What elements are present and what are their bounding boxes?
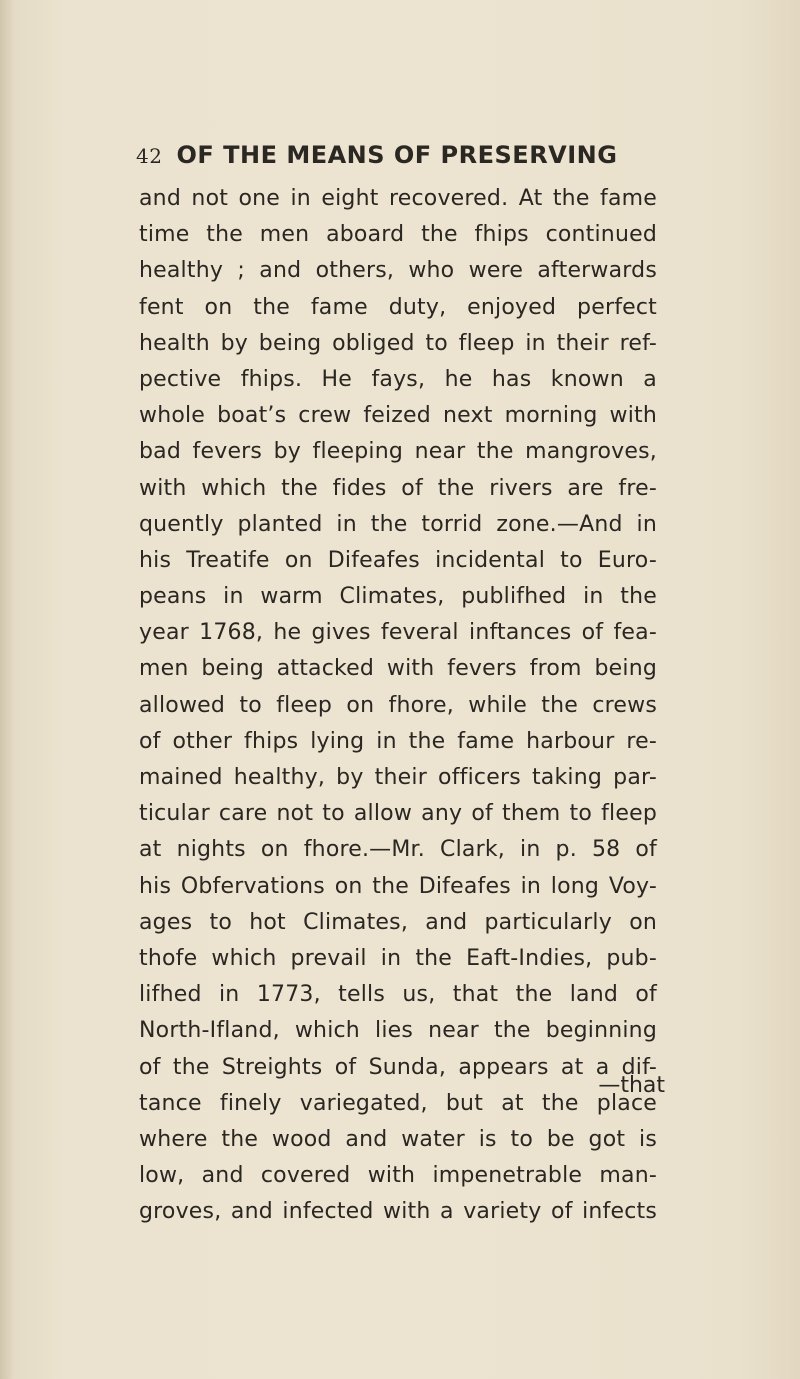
text-line: year 1768, he gives feveral inftances of fea- — [139, 620, 657, 646]
text-line: fent on the fame duty, enjoyed perfect — [139, 294, 657, 320]
text-line: of other fhips lying in the fame harbour re- — [139, 728, 657, 754]
text-line: at nights on fhore.—Mr. Clark, in p. 58 of — [139, 837, 657, 863]
text-line: time the men aboard the fhips continued — [139, 222, 657, 248]
text-line: bad fevers by fleeping near the mangroves, — [139, 439, 657, 465]
text-line: low, and covered with impenetrable man- — [139, 1163, 657, 1189]
text-line: his Obfervations on the Difeafes in long Voy- — [139, 873, 657, 899]
text-line: health by being obliged to fleep in their ref- — [139, 330, 657, 356]
text-line: healthy ; and others, who were afterwards — [139, 258, 657, 284]
page-gutter-shadow — [0, 0, 14, 1379]
text-line: mained healthy, by their officers taking par- — [139, 765, 657, 790]
text-line: North-Ifland, which lies near the beginning — [139, 1018, 657, 1044]
text-line: groves, and infected with a variety of infects — [139, 1199, 657, 1225]
text-line: of the Streights of Sunda, appears at a dif- — [139, 1054, 657, 1080]
text-line: peans in warm Climates, publifhed in the — [139, 584, 657, 610]
page-number: 42 — [136, 144, 163, 168]
running-header — [136, 141, 656, 177]
text-line: and not one in eight recovered. At the fame — [139, 186, 657, 211]
text-line: with which the fides of the rivers are fre- — [139, 475, 657, 501]
text-line: ticular care not to allow any of them to fleep — [139, 801, 657, 827]
text-line: pective fhips. He fays, he has known a — [139, 366, 657, 392]
running-title: OF THE MEANS OF PRESERVING — [176, 141, 618, 169]
text-line: tance finely variegated, but at the place — [139, 1090, 657, 1116]
text-line: lifhed in 1773, tells us, that the land of — [139, 982, 657, 1008]
text-line: thofe which prevail in the Eaft-Indies, pub- — [139, 945, 657, 971]
text-line: whole boat’s crew feized next morning with — [139, 403, 657, 429]
text-line: allowed to fleep on fhore, while the crews — [139, 692, 657, 718]
text-line: men being attacked with fevers from being — [139, 656, 657, 682]
text-line: quently planted in the torrid zone.—And in — [139, 511, 657, 537]
text-line: his Treatife on Difeafes incidental to Euro- — [139, 547, 657, 573]
text-line: ages to hot Climates, and particularly on — [139, 909, 657, 935]
catchword: —that — [598, 1073, 665, 1098]
text-line: where the wood and water is to be got is — [139, 1126, 657, 1152]
